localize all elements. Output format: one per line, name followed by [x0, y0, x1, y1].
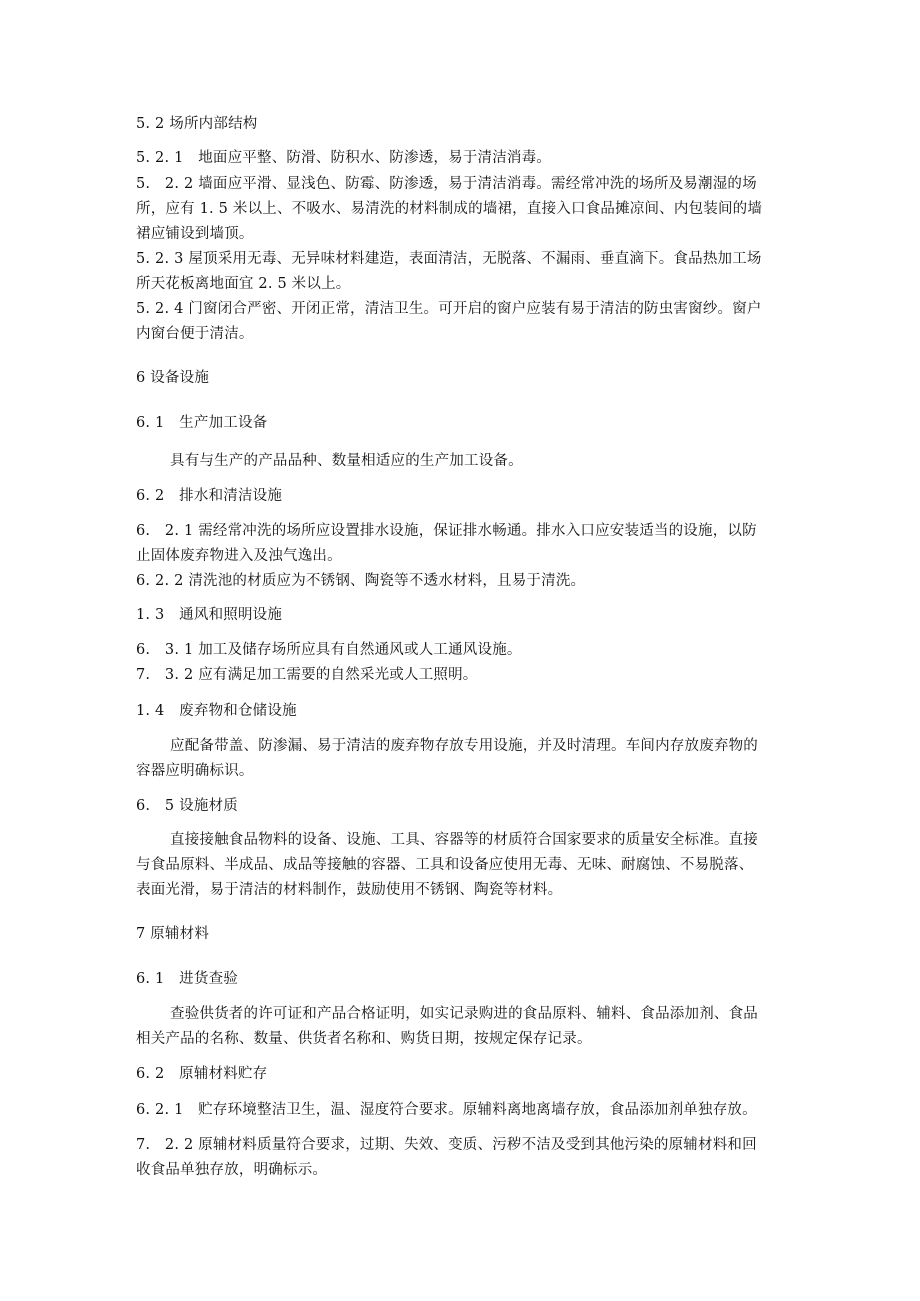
paragraph-line: 7. 2. 2 原辅材料质量符合要求，过期、失效、变质、污秽不洁及受到其他污染的原辅材料和回 — [136, 1137, 757, 1153]
paragraph-line: 5. 2. 2 墙面应平滑、显浅色、防霉、防渗透，易于清洁消毒。需经常冲洗的场所及易潮湿的场 — [136, 176, 757, 192]
paragraph-line: 止固体废弃物进入及浊气逸出。 — [136, 548, 342, 564]
paragraph-line: 收食品单独存放，明确标示。 — [136, 1162, 328, 1178]
paragraph-line: 表面光滑，易于清洁的材料制作，鼓励使用不锈钢、陶瓷等材料。 — [136, 882, 563, 898]
paragraph-line: 直接接触食品物料的设备、设施、工具、容器等的材质符合国家要求的质量安全标准。直接 — [170, 832, 758, 848]
paragraph-line: 6. 2. 2 清洗池的材质应为不锈钢、陶瓷等不透水材料，且易于清洗。 — [136, 573, 586, 589]
paragraph-line: 5. 2. 3 屋顶采用无毒、无异味材料建造，表面清洁，无脱落、不漏雨、垂直滴下。食品热加工场 — [136, 251, 762, 267]
paragraph-line: 6. 3. 1 加工及储存场所应具有自然通风或人工通风设施。 — [136, 642, 522, 658]
paragraph-line: 查验供货者的许可证和产品合格证明，如实记录购进的食品原料、辅料、食品添加剂、食品 — [170, 1006, 758, 1022]
paragraph-line: 具有与生产的产品品种、数量相适应的生产加工设备。 — [170, 453, 523, 469]
section-heading: 6. 2 原辅材料贮存 — [136, 1066, 268, 1082]
section-heading: 5. 2 场所内部结构 — [136, 116, 258, 132]
paragraph-line: 内窗台便于清洁。 — [136, 326, 254, 342]
section-heading: 1. 4 废弃物和仓储设施 — [136, 703, 297, 719]
paragraph-line: 7. 3. 2 应有满足加工需要的自然采光或人工照明。 — [136, 667, 478, 683]
paragraph-line: 与食品原料、半成品、成品等接触的容器、工具和设备应使用无毒、无味、耐腐蚀、不易脱落、 — [136, 857, 754, 873]
chapter-heading: 6 设备设施 — [136, 370, 210, 386]
paragraph-line: 6. 2. 1 需经常冲洗的场所应设置排水设施，保证排水畅通。排水入口应安装适当的设施，以防 — [136, 523, 757, 539]
section-heading: 6. 2 排水和清洁设施 — [136, 488, 283, 504]
paragraph-line: 所天花板离地面宜 2. 5 米以上。 — [136, 276, 351, 292]
section-heading: 1. 3 通风和照明设施 — [136, 607, 283, 623]
paragraph-line: 应配备带盖、防渗漏、易于清洁的废弃物存放专用设施，并及时清理。车间内存放废弃物的 — [170, 738, 758, 754]
paragraph-line: 5. 2. 1 地面应平整、防滑、防积水、防渗透，易于清洁消毒。 — [136, 150, 552, 166]
paragraph-line: 相关产品的名称、数量、供货者名称和、购货日期，按规定保存记录。 — [136, 1031, 592, 1047]
paragraph-line: 容器应明确标识。 — [136, 763, 254, 779]
paragraph-line: 6. 2. 1 贮存环境整洁卫生，温、湿度符合要求。原辅料离地离墙存放，食品添加剂单独存放。 — [136, 1102, 757, 1118]
paragraph-line: 裙应铺设到墙顶。 — [136, 226, 254, 242]
paragraph-line: 所，应有 1. 5 米以上、不吸水、易清洗的材料制成的墙裙，直接入口食品摊凉间、内包装间的墙 — [136, 201, 763, 217]
section-heading: 6. 1 生产加工设备 — [136, 415, 268, 431]
section-heading: 6. 1 进货查验 — [136, 971, 238, 987]
section-heading: 6. 5 设施材质 — [136, 798, 238, 814]
chapter-heading: 7 原辅材料 — [136, 926, 210, 942]
paragraph-line: 5. 2. 4 门窗闭合严密、开闭正常，清洁卫生。可开启的窗户应装有易于清洁的防虫害窗纱。窗户 — [136, 301, 762, 317]
